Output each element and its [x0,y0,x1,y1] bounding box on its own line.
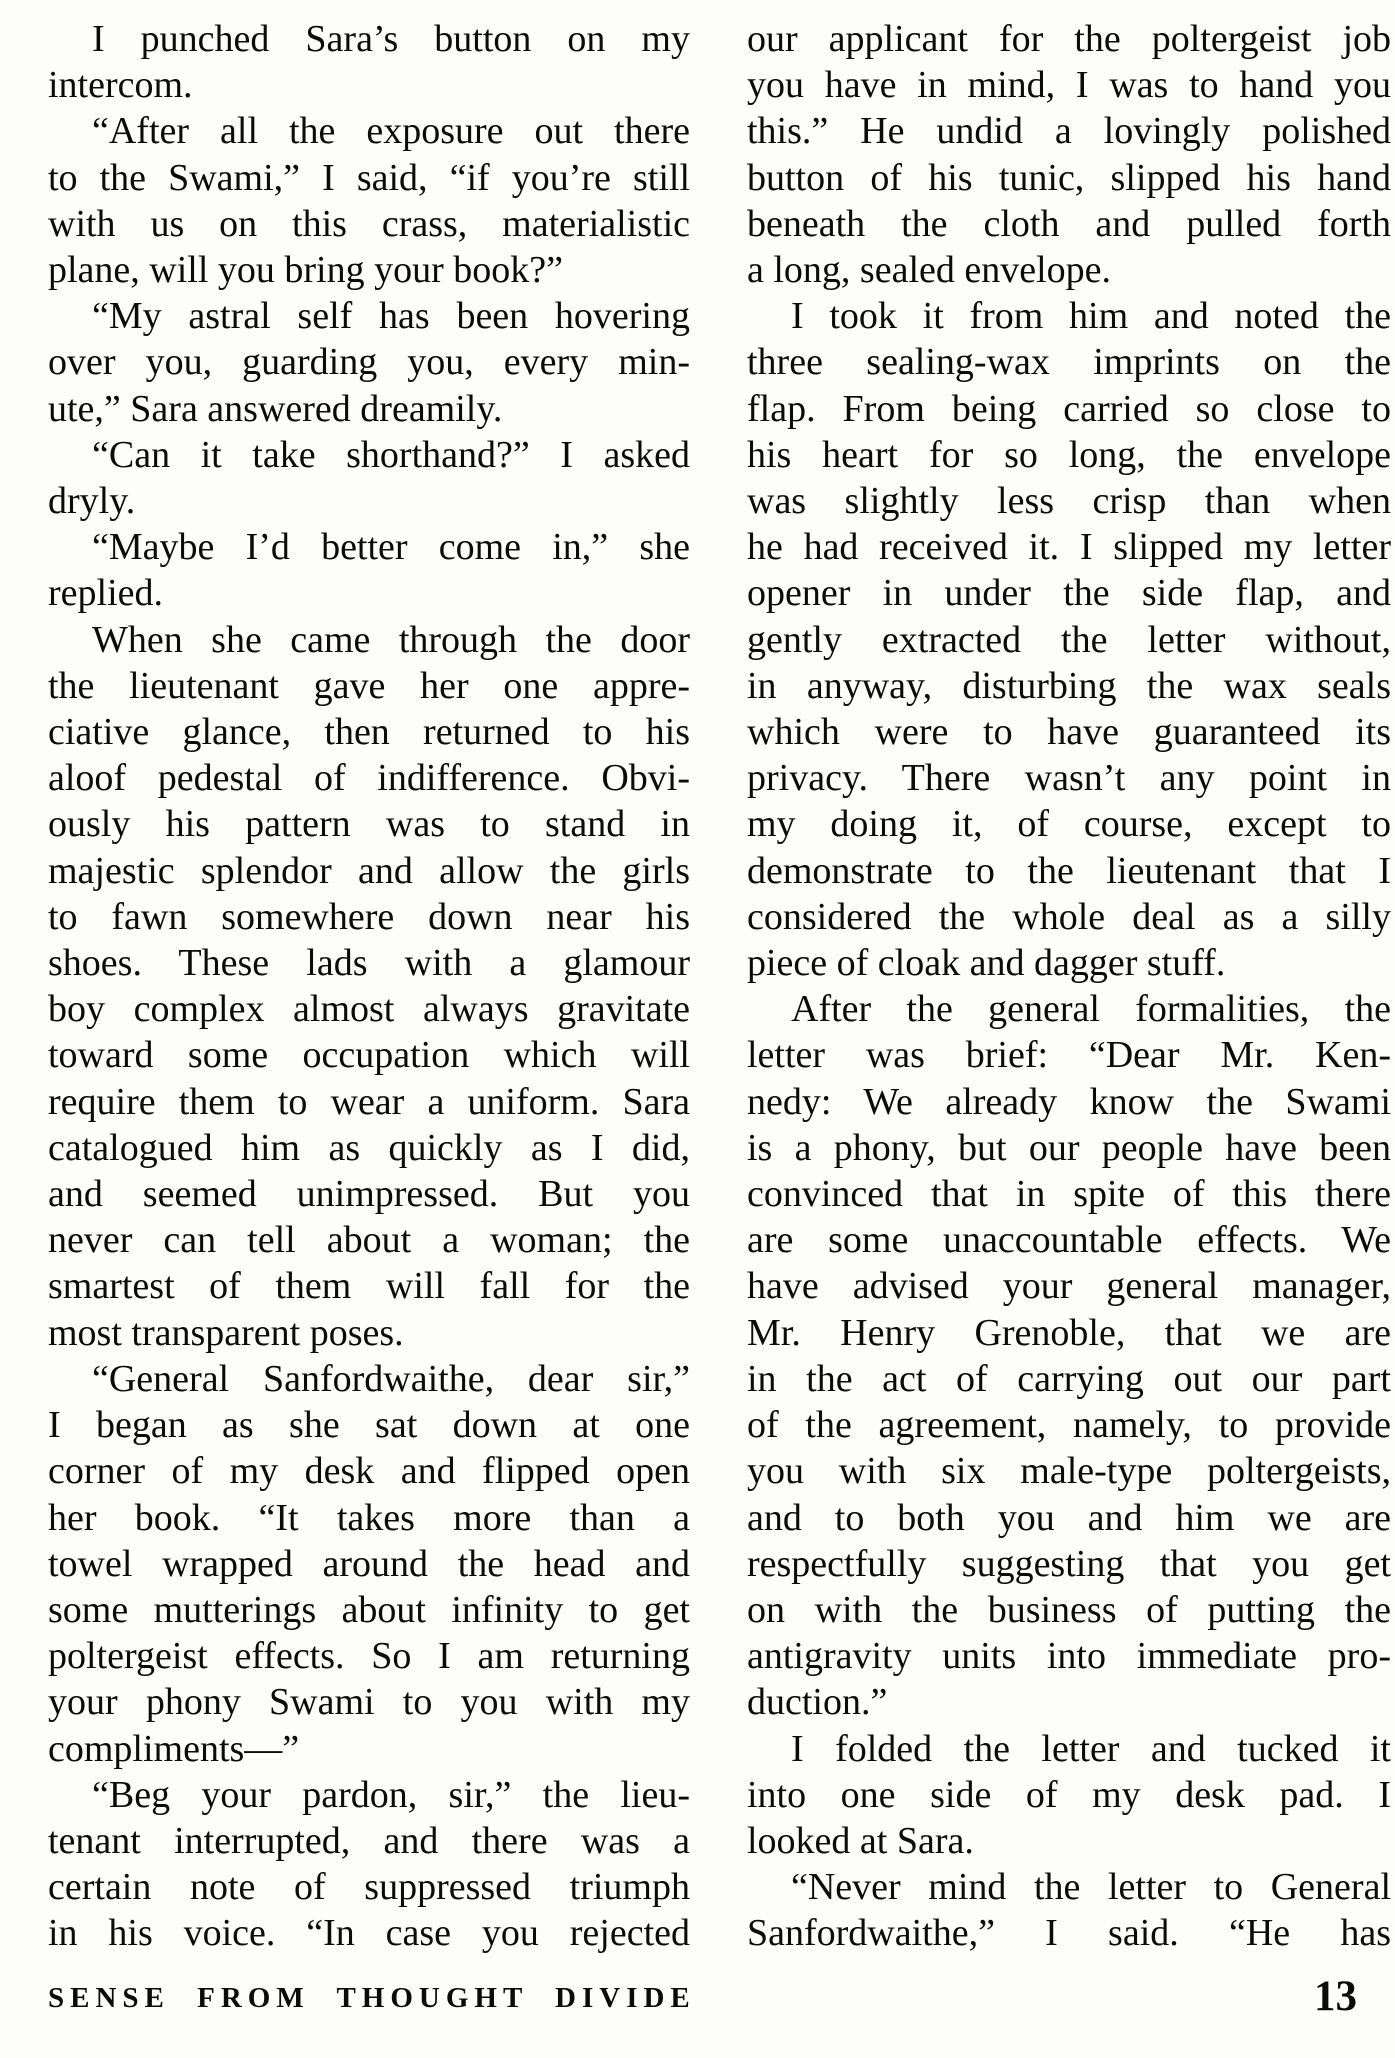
text-line: antigravity units into immediate pro- [747,1635,1391,1678]
text-line: corner of my desk and flipped open [48,1450,690,1493]
text-line: the lieutenant gave her one appre- [48,664,690,707]
text-line: he had received it. I slipped my letter [747,526,1391,569]
text-line: her book. “It takes more than a [48,1496,690,1539]
text-line: gently extracted the letter without, [747,618,1391,661]
text-line: into one side of my desk pad. I [747,1773,1391,1816]
text-line: in his voice. “In case you rejected [48,1912,690,1955]
left-column [48,16,690,1957]
text-line: never can tell about a woman; the [48,1219,690,1262]
text-line: opener in under the side flap, and [747,572,1391,615]
text-line: privacy. There wasn’t any point in [747,757,1391,800]
text-line: are some unaccountable effects. We [747,1219,1391,1262]
text-line: duction.” [747,1681,888,1724]
text-line: you with six male-type poltergeists, [747,1450,1391,1493]
text-line: have advised your general manager, [747,1265,1391,1308]
page-number: 13 [1314,1973,1357,2020]
text-line: I punched Sara’s button on my [92,18,690,60]
text-line: flap. From being carried so close to [747,387,1391,430]
text-line: and to both you and him we are [747,1496,1391,1539]
text-line: convinced that in spite of this there [747,1173,1391,1216]
text-line: and seemed unimpressed. But you [48,1173,690,1216]
text-line: “Never mind the letter to General [791,1866,1391,1909]
text-line: you have in mind, I was to hand you [747,64,1391,107]
text-line: replied. [48,572,164,615]
text-line: “Beg your pardon, sir,” the lieu- [92,1773,690,1816]
text-line: catalogued him as quickly as I did, [48,1126,690,1169]
text-line: most transparent poses. [48,1311,404,1354]
text-line: aloof pedestal of indifference. Obvi- [48,757,690,800]
text-line: to the Swami,” I said, “if you’re still [48,156,690,199]
text-line: “General Sanfordwaithe, dear sir,” [92,1357,690,1400]
text-line: demonstrate to the lieutenant that I [747,849,1391,892]
text-line: intercom. [48,64,193,107]
text-line: my doing it, of course, except to [747,803,1391,846]
text-line: his heart for so long, the envelope [747,433,1391,476]
text-line: poltergeist effects. So I am returning [48,1635,690,1678]
text-line: nedy: We already know the Swami [747,1080,1391,1123]
text-line: looked at Sara. [747,1819,974,1862]
text-line: When she came through the door [92,618,690,661]
text-line: After the general formalities, the [791,988,1391,1031]
text-line: towel wrapped around the head and [48,1542,690,1585]
text-line: in anyway, disturbing the wax seals [747,664,1391,707]
text-line: this.” He undid a lovingly polished [747,110,1391,153]
text-line: in the act of carrying out our part [747,1357,1391,1400]
text-line: of the agreement, namely, to provide [747,1404,1391,1447]
text-line: with us on this crass, materialistic [48,202,690,245]
text-line: over you, guarding you, every min- [48,341,690,384]
text-line: on with the business of putting the [747,1588,1391,1631]
text-line: ute,” Sara answered dreamily. [48,387,503,430]
text-line: is a phony, but our people have been [747,1126,1391,1169]
text-line: which were to have guaranteed its [747,711,1391,754]
right-column [747,16,1391,1957]
text-line: a long, sealed envelope. [747,249,1112,292]
text-line: ously his pattern was to stand in [48,803,690,846]
text-line: smartest of them will fall for the [48,1265,690,1308]
text-line: plane, will you bring your book?” [48,249,564,292]
running-title: SENSE FROM THOUGHT DIVIDE [48,1982,696,2014]
text-line: your phony Swami to you with my [48,1681,690,1724]
text-line: shoes. These lads with a glamour [48,942,690,985]
text-line: boy complex almost always gravitate [48,988,690,1031]
text-line: I began as she sat down at one [48,1404,690,1447]
text-line: piece of cloak and dagger stuff. [747,942,1226,985]
text-line: “My astral self has been hovering [92,295,690,338]
text-line: Sanfordwaithe,” I said. “He has [747,1912,1391,1955]
text-line: tenant interrupted, and there was a [48,1819,690,1862]
text-line: toward some occupation which will [48,1034,690,1077]
text-line: compliments—” [48,1727,300,1770]
text-line: beneath the cloth and pulled forth [747,202,1391,245]
text-line: our applicant for the poltergeist job [747,18,1391,60]
text-line: majestic splendor and allow the girls [48,849,690,892]
text-line: three sealing-wax imprints on the [747,341,1391,384]
text-line: ciative glance, then returned to his [48,711,690,754]
text-line: Mr. Henry Grenoble, that we are [747,1311,1391,1354]
text-line: was slightly less crisp than when [747,480,1391,523]
text-line: to fawn somewhere down near his [48,895,690,938]
text-line: considered the whole deal as a silly [747,895,1391,938]
text-line: I folded the letter and tucked it [791,1727,1391,1770]
text-line: certain note of suppressed triumph [48,1866,690,1909]
text-line: respectfully suggesting that you get [747,1542,1391,1585]
text-line: I took it from him and noted the [791,295,1391,338]
text-line: “After all the exposure out there [92,110,690,153]
text-line: letter was brief: “Dear Mr. Ken- [747,1034,1391,1077]
text-line: “Can it take shorthand?” I asked [92,433,690,476]
text-line: button of his tunic, slipped his hand [747,156,1391,199]
text-line: dryly. [48,480,136,523]
text-line: require them to wear a uniform. Sara [48,1080,690,1123]
text-line: “Maybe I’d better come in,” she [92,526,690,569]
text-line: some mutterings about infinity to get [48,1588,690,1631]
